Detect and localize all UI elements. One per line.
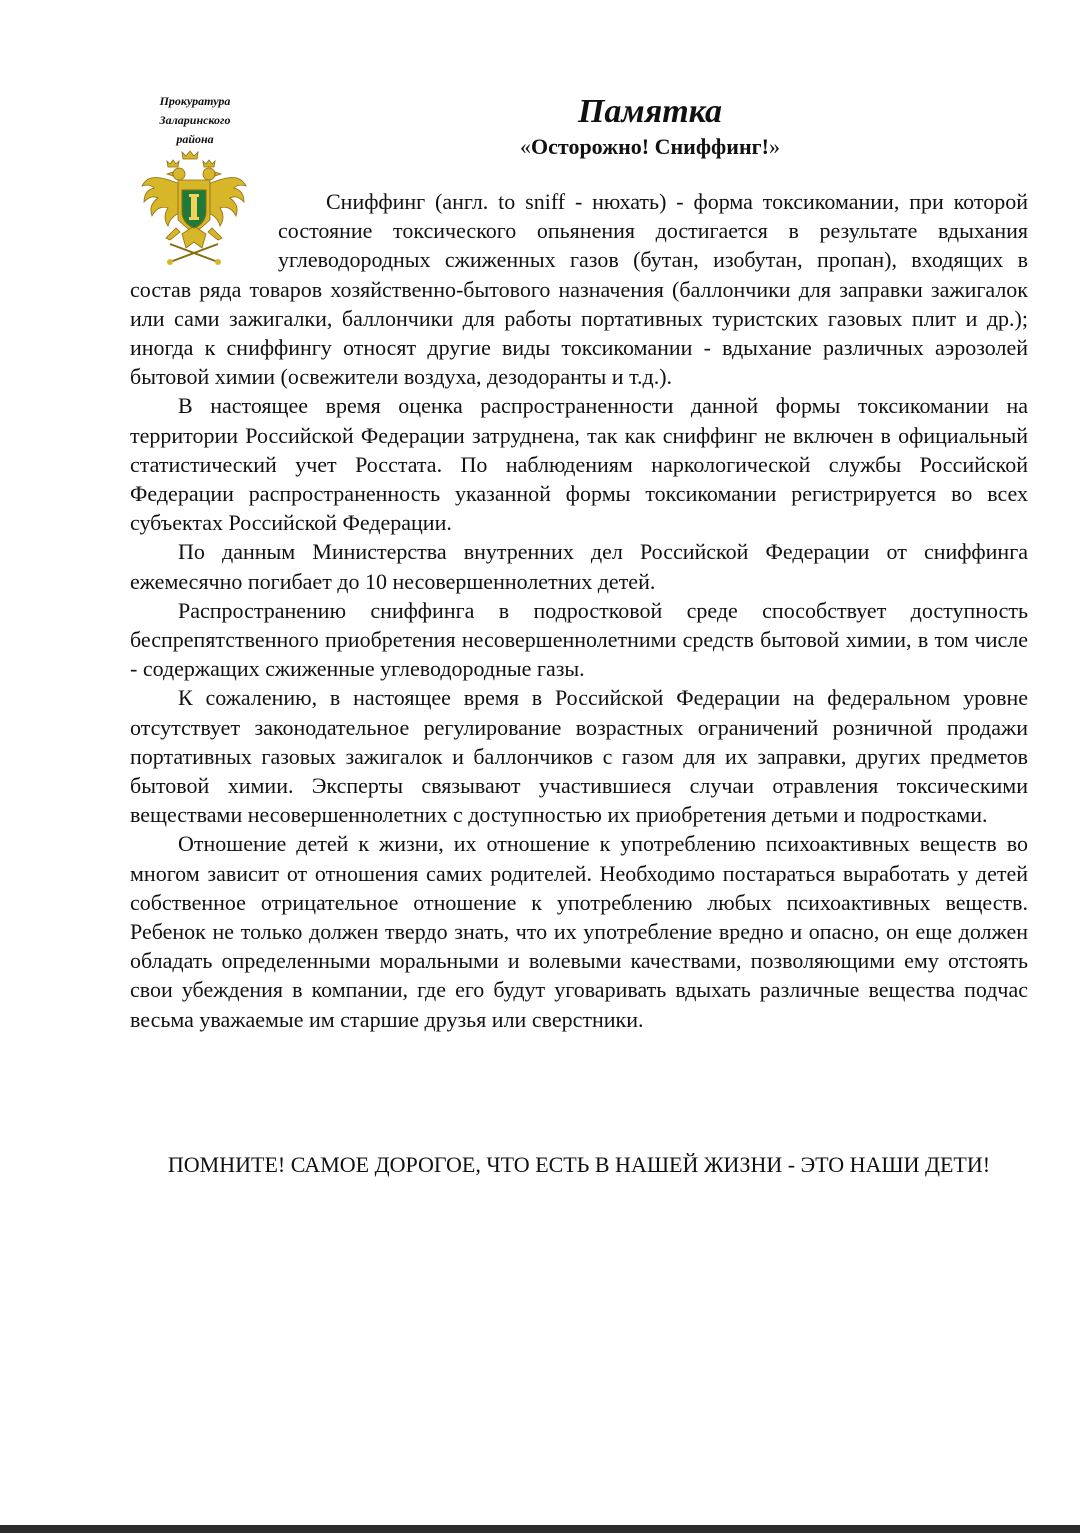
paragraph-4: Распространению сниффинга в подростковой среде способствует доступность беспрепятственного приобретения несовершеннолетними средств бытовой химии, в том числе - содержащих сжиженные углеводородные газы. (130, 597, 1028, 682)
document-title: Памятка (577, 93, 723, 130)
paragraph-6: Отношение детей к жизни, их отношение к употреблению психоактивных веществ во многом зависит от отношения самих родителей. Необходимо постараться выработать у детей собственное отрицательное отношение к употреблению любых психоактивных веществ. Ребенок не только должен твердо знать, что их употребление вредно и опасно, он еще должен обладать определенными моральными и волевыми качествами, позволяющими ему отстоять свои убеждения в компании, где его будут уговаривать вдыхать различные вещества подчас весьма уважаемые им старшие друзья или сверстники. (130, 831, 1028, 1032)
org-line-3: района (176, 132, 214, 146)
org-line-1: Прокуратура (159, 94, 231, 108)
emblem-text-wrap-spacer (130, 187, 278, 274)
subtitle-open-quote: « (520, 134, 532, 159)
paragraph-2: В настоящее время оценка распространенности данной формы токсикомании на территории Российской Федерации затруднена, так как сниффинг не включен в официальный статистический учет Росстата. По наблюдениям наркологической службы Российской Федерации распространенность указанной формы токсикомании регистрируется во всех субъектах Российской Федерации. (130, 393, 1028, 536)
paragraph-3: По данным Министерства внутренних дел Российской Федерации от сниффинга ежемесячно погибает до 10 несовершеннолетних детей. (130, 539, 1028, 594)
org-line-2: Заларинского (159, 113, 231, 127)
subtitle-text: Осторожно! Сниффинг! (531, 134, 769, 159)
subtitle-close-quote: » (768, 134, 780, 159)
bottom-border (0, 1525, 1080, 1533)
document-subtitle (0, 133, 1080, 161)
paragraph-5: К сожалению, в настоящее время в Российской Федерации на федеральном уровне отсутствует законодательное регулирование возрастных ограничений розничной продажи портативных газовых зажигалок и баллончиков с газом для их заправки, других предметов бытовой химии. Эксперты связывают участившиеся случаи отравления токсическими веществами несовершеннолетних с доступностью их приобретения детьми и подростками. (130, 685, 1028, 828)
document-body (130, 187, 1028, 1034)
closing-slogan: ПОМНИТЕ! САМОЕ ДОРОГОЕ, ЧТО ЕСТЬ В НАШЕЙ ЖИЗНИ - ЭТО НАШИ ДЕТИ! (167, 1152, 991, 1177)
paragraph-1-text: Сниффинг (англ. to sniff - нюхать) - форма токсикомании, при которой состояние токсического опьянения достигается в результате вдыхания углеводородных сжиженных газов (бутан, изобутан, пропан), входящих в состав ряда товаров хозяйственно-бытового назначения (баллончики для заправки зажигалок или сами зажигалки, баллончики для работы портативных туристских газовых плит и др.); иногда к сниффингу относят другие виды токсикомании - вдыхание различных аэрозолей бытовой химии (освежители воздуха, дезодоранты и т.д.). (130, 189, 1028, 390)
